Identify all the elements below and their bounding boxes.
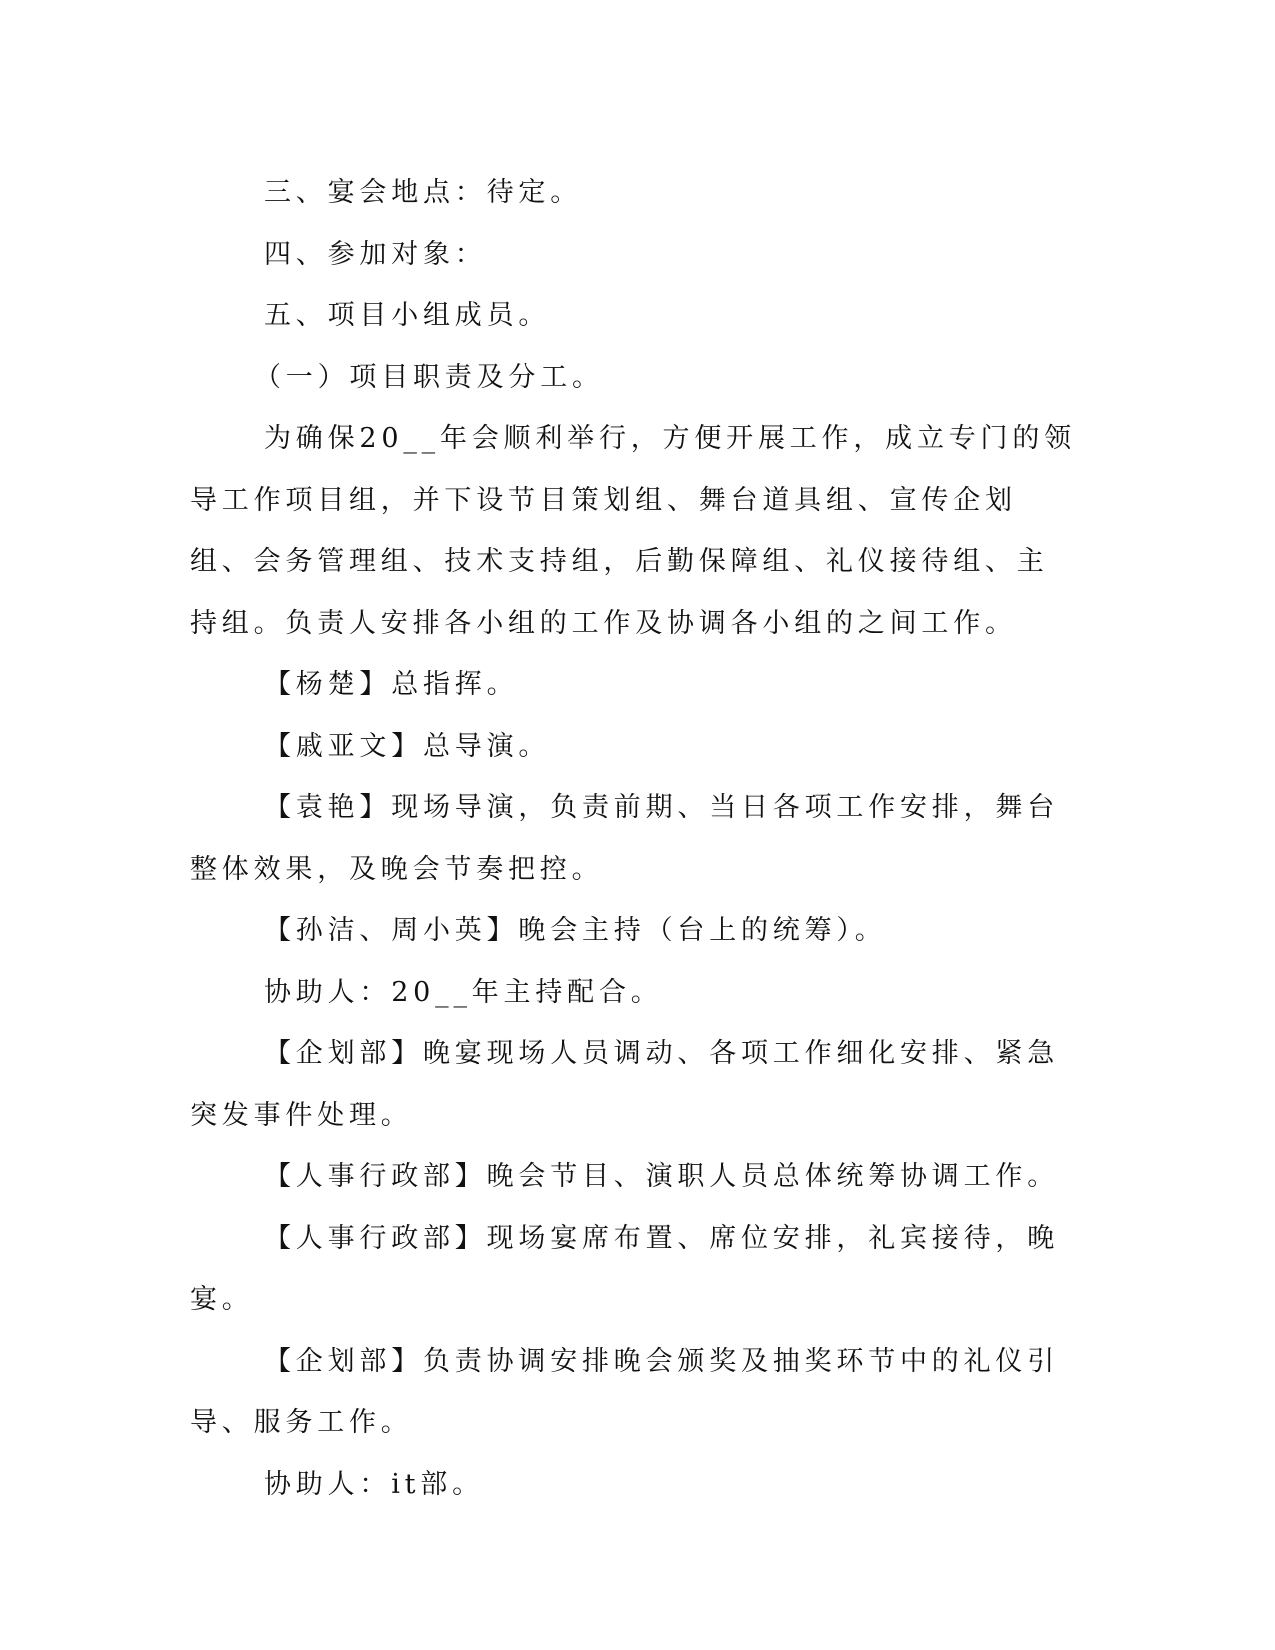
paragraph-chief-director: 【戚亚文】总导演。 <box>264 730 551 762</box>
paragraph-project-groups: 为确保20__年会顺利举行，方便开展工作，成立专门的领导工作项目组，并下设节目策划组、舞台道具组、宣传企划组、会务管理组、技术支持组，后勤保障组、礼仪接待组、主持组。负责人安排各小组的工作及协调各小组的之间工作。 <box>190 423 1076 639</box>
paragraph-host-assistant: 协助人：20__年主持配合。 <box>264 976 663 1008</box>
paragraph-it-assistant: 协助人：it部。 <box>264 1468 484 1500</box>
paragraph-planning-dept-onsite: 【企划部】晚宴现场人员调动、各项工作细化安排、紧急突发事件处理。 <box>190 1038 1059 1131</box>
paragraph-hr-admin-program: 【人事行政部】晚会节目、演职人员总体统筹协调工作。 <box>264 1161 1059 1192</box>
paragraph-commander: 【杨楚】总指挥。 <box>264 669 519 700</box>
paragraph-hr-admin-seating: 【人事行政部】现场宴席布置、席位安排，礼宾接待，晚宴。 <box>190 1222 1059 1315</box>
document-body <box>190 162 1080 1515</box>
paragraph-venue: 三、宴会地点：待定。 <box>264 177 582 208</box>
paragraph-participants: 四、参加对象： <box>264 238 487 270</box>
paragraph-hosts: 【孙洁、周小英】晚会主持（台上的统筹）。 <box>264 915 887 946</box>
paragraph-site-director: 【袁艳】现场导演，负责前期、当日各项工作安排，舞台整体效果，及晚会节奏把控。 <box>190 792 1059 885</box>
paragraph-team-members: 五、项目小组成员。 <box>264 300 551 331</box>
paragraph-planning-dept-awards: 【企划部】负责协调安排晚会颁奖及抽奖环节中的礼仪引导、服务工作。 <box>190 1345 1059 1438</box>
paragraph-responsibilities-heading: （一）项目职责及分工。 <box>254 361 604 393</box>
